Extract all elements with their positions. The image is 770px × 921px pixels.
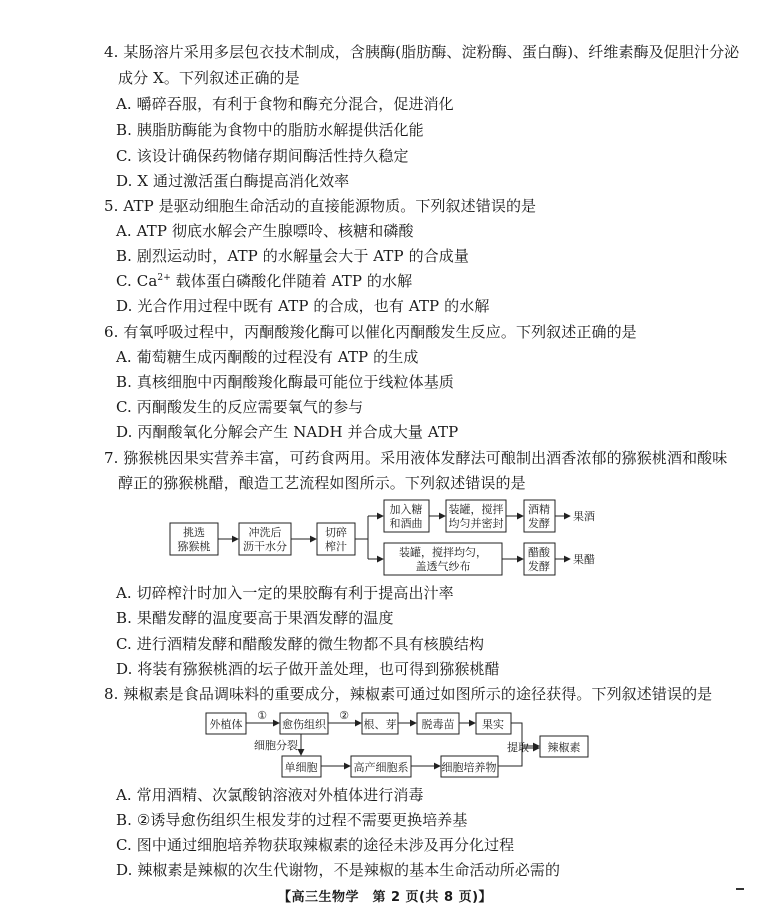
label-wash-2: 沥干水分	[243, 540, 287, 553]
label-seedling: 脱毒苗	[421, 718, 455, 731]
q8-option-a: A. 常用酒精、次氯酸钠溶液对外植体进行消毒	[116, 786, 424, 804]
label-vinegar: 果醋	[573, 553, 595, 566]
q4-option-d: D. X 通过激活蛋白酶提高消化效率	[116, 172, 350, 190]
q5-option-d: D. 光合作用过程中既有 ATP 的合成，也有 ATP 的水解	[116, 297, 490, 315]
label-can-top-2: 均匀并密封	[448, 517, 504, 530]
q5-option-b: B. 剧烈运动时，ATP 的水解量会大于 ATP 的合成量	[116, 247, 469, 265]
q8-option-d: D. 辣椒素是辣椒的次生代谢物，不是辣椒的基本生命活动所必需的	[116, 861, 561, 879]
page-footer: 【高三生物学 第 2 页(共 8 页)】	[277, 890, 493, 905]
label-capsaicin: 辣椒素	[547, 741, 581, 754]
q7-stem-line-1: 7. 猕猴桃因果实营养丰富，可药食两用。采用液体发酵法可酿制出酒香浓郁的猕猴桃酒和酸味	[104, 449, 728, 467]
q5-option-c-prefix: C. Ca	[116, 272, 158, 290]
q4-stem-line-2: 成分 X。下列叙述正确的是	[118, 69, 300, 87]
label-sugar-2: 和酒曲	[389, 517, 423, 530]
label-acetic-2: 发酵	[528, 560, 550, 573]
label-explant: 外植体	[209, 718, 243, 731]
q6-option-c: C. 丙酮酸发生的反应需要氧气的参与	[116, 398, 364, 416]
label-alcohol-1: 酒精	[528, 503, 550, 516]
label-cell-culture: 细胞培养物	[441, 761, 497, 774]
q7-option-d: D. 将装有猕猴桃酒的坛子做开盖处理，也可得到猕猴桃醋	[116, 660, 500, 678]
label-root-bud: 根、芽	[363, 718, 397, 731]
q7-option-c: C. 进行酒精发酵和醋酸发酵的微生物都不具有核膜结构	[116, 635, 485, 653]
q4-option-b: B. 胰脂肪酶能为食物中的脂肪水解提供活化能	[116, 121, 424, 139]
q8-option-c: C. 图中通过细胞培养物获取辣椒素的途径未涉及再分化过程	[116, 836, 515, 854]
label-fruit: 果实	[482, 718, 504, 731]
q6-option-d: D. 丙酮酸氧化分解会产生 NADH 并合成大量 ATP	[116, 423, 459, 441]
q8-option-b: B. ②诱导愈伤组织生根发芽的过程不需要更换培养基	[116, 811, 468, 829]
label-wine: 果酒	[573, 510, 595, 523]
label-dispersion: 细胞分裂	[254, 739, 298, 752]
label-high-line: 高产细胞系	[353, 761, 409, 774]
q6-option-b: B. 真核细胞中丙酮酸羧化酶最可能位于线粒体基质	[116, 373, 454, 391]
label-crush-2: 榨汁	[325, 540, 347, 553]
label-sugar-1: 加入糖	[389, 503, 423, 516]
q5-option-c-suffix: 载体蛋白磷酸化伴随着 ATP 的水解	[170, 272, 413, 290]
label-step-1: ①	[257, 709, 267, 722]
q5-option-c-charge: 2+	[157, 273, 171, 283]
label-single-cell: 单细胞	[284, 761, 318, 774]
label-alcohol-2: 发酵	[528, 517, 550, 530]
label-step-2: ②	[339, 709, 349, 722]
q7-option-a: A. 切碎榨汁时加入一定的果胶酶有利于提高出汁率	[116, 584, 454, 602]
label-crush-1: 切碎	[325, 526, 347, 539]
label-can-bottom-2: 盖透气纱布	[415, 560, 471, 573]
q5-option-a: A. ATP 彻底水解会产生腺嘌呤、核糖和磷酸	[116, 222, 414, 240]
corner-mark	[736, 888, 744, 890]
q7-stem-line-2: 醇正的猕猴桃醋，酿造工艺流程如图所示。下列叙述错误的是	[118, 474, 526, 492]
label-can-bottom-1: 装罐，搅拌均匀，	[399, 546, 487, 559]
q8-stem: 8. 辣椒素是食品调味料的重要成分，辣椒素可通过如图所示的途径获得。下列叙述错误的是	[104, 685, 713, 703]
label-extract: 提取	[507, 741, 529, 754]
q4-stem-line-1: 4. 某肠溶片采用多层包衣技术制成，含胰酶(脂肪酶、淀粉酶、蛋白酶)、纤维素酶及促胆汁分泌	[104, 43, 740, 61]
label-callus: 愈伤组织	[282, 718, 326, 731]
label-wash-1: 冲洗后	[248, 526, 282, 539]
q6-stem: 6. 有氧呼吸过程中，丙酮酸羧化酶可以催化丙酮酸发生反应。下列叙述正确的是	[104, 323, 637, 341]
q6-option-a: A. 葡萄糖生成丙酮酸的过程没有 ATP 的生成	[116, 348, 419, 366]
q4-option-c: C. 该设计确保药物储存期间酶活性持久稳定	[116, 147, 409, 165]
label-select-1: 挑选	[183, 526, 205, 539]
label-can-top-1: 装罐，搅拌	[448, 503, 504, 516]
label-acetic-1: 醋酸	[528, 546, 550, 559]
q4-option-a: A. 嚼碎吞服，有利于食物和酶充分混合，促进消化	[116, 95, 454, 113]
q7-option-b: B. 果醋发酵的温度要高于果酒发酵的温度	[116, 609, 394, 627]
q5-stem: 5. ATP 是驱动细胞生命活动的直接能源物质。下列叙述错误的是	[104, 197, 537, 215]
label-select-2: 猕猴桃	[177, 540, 211, 553]
